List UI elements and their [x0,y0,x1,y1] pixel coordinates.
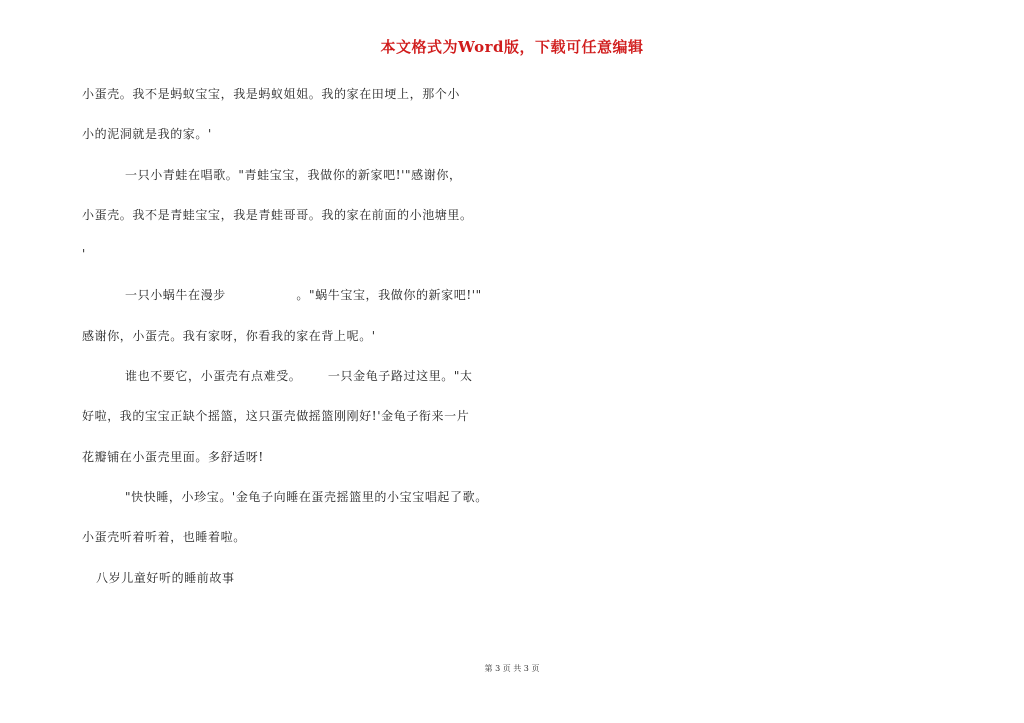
paragraph-line: 花瓣铺在小蛋壳里面。多舒适呀! [82,450,264,464]
paragraph-line: 小蛋壳。我不是蚂蚁宝宝，我是蚂蚁姐姐。我的家在田埂上，那个小 [82,87,461,101]
paragraph-line: 一只小蜗牛在漫步 。"蜗牛宝宝，我做你的新家吧!'" [125,288,482,302]
paragraph-line: 小蛋壳。我不是青蛙宝宝，我是青蛙哥哥。我的家在前面的小池塘里。 [82,208,473,222]
paragraph-line: 小的泥洞就是我的家。' [82,127,212,141]
paragraph-line: 八岁儿童好听的睡前故事 [96,571,235,585]
document-banner: 本文格式为Word版，下载可任意编辑 [380,38,644,56]
paragraph-line: 感谢你，小蛋壳。我有家呀，你看我的家在背上呢。' [82,329,376,343]
paragraph-line: "快快睡，小珍宝。'金龟子向睡在蛋壳摇篮里的小宝宝唱起了歌。 [125,490,488,504]
paragraph-line: 小蛋壳听着听着，也睡着啦。 [82,530,246,544]
page-indicator: 第 3 页 共 3 页 [484,664,540,673]
paragraph-line: 一只小青蛙在唱歌。"青蛙宝宝，我做你的新家吧!'"感谢你， [125,168,462,182]
paragraph-line: ' [82,247,86,261]
paragraph-line: 好啦，我的宝宝正缺个摇篮，这只蛋壳做摇篮刚刚好!'金龟子衔来一片 [82,409,470,423]
paragraph-line: 谁也不要它，小蛋壳有点难受。 一只金龟子路过这里。"太 [125,369,473,383]
